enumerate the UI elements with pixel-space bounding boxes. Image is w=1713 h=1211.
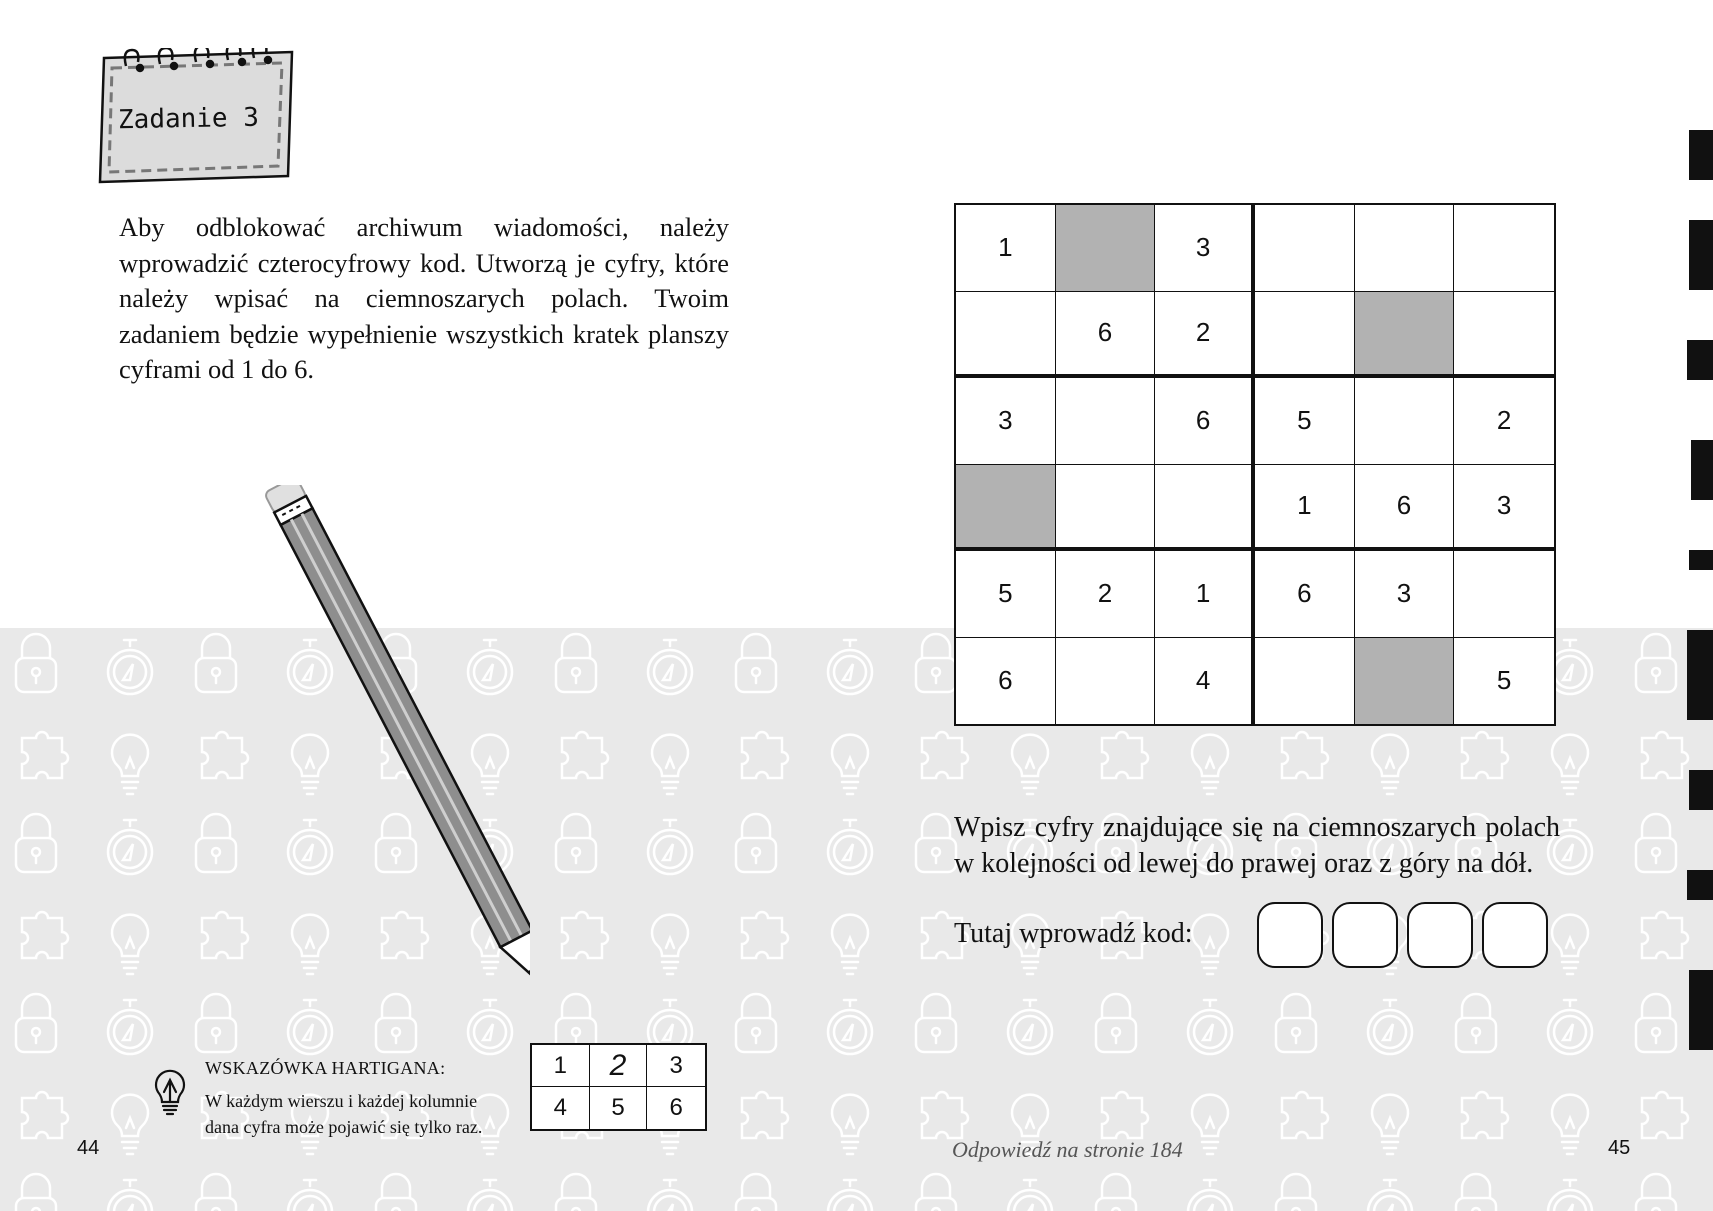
grid-cell-empty[interactable] bbox=[1255, 638, 1355, 725]
hint-text: W każdym wierszu i każdej kolumnie dana cyfra może pojawić się tylko raz. bbox=[205, 1091, 483, 1137]
page-number-right: 45 bbox=[1608, 1137, 1631, 1159]
grid-cell-empty[interactable] bbox=[1056, 378, 1156, 465]
grid-cell-dark[interactable] bbox=[1355, 638, 1455, 725]
grid-cell-given: 6 bbox=[1155, 378, 1255, 465]
grid-cell-empty[interactable] bbox=[1454, 292, 1554, 379]
example-cell: 5 bbox=[590, 1087, 648, 1129]
example-cell: 3 bbox=[647, 1045, 705, 1087]
code-box[interactable] bbox=[1482, 902, 1548, 968]
grid-cell-given: 3 bbox=[1155, 205, 1255, 292]
instruction-text: Wpisz cyfry znajdujące się na ciemnoszarych polach w kolejności od lewej do prawej oraz z góry na dół. bbox=[954, 812, 1560, 879]
grid-cell-given: 2 bbox=[1454, 378, 1554, 465]
grid-cell-empty[interactable] bbox=[1056, 465, 1156, 552]
pencil-icon bbox=[250, 485, 530, 1025]
grid-cell-given: 4 bbox=[1155, 638, 1255, 725]
grid-cell-given: 1 bbox=[1155, 551, 1255, 638]
example-cell: 6 bbox=[669, 1094, 683, 1121]
grid-cell-given: 1 bbox=[1255, 465, 1355, 552]
grid-cell-given: 3 bbox=[1454, 465, 1554, 552]
grid-cell-given: 5 bbox=[1255, 378, 1355, 465]
page-number-left: 44 bbox=[77, 1137, 100, 1159]
grid-cell-given: 5 bbox=[1454, 638, 1554, 725]
grid-cell-empty[interactable] bbox=[1056, 638, 1156, 725]
intro-text: Aby odblokować archiwum wiadomości, należy wprowadzić czterocyfrowy kod. Utworzą je cyfry, które należy wpisać na ciemnoszarych polach. Twoim zadaniem będzie wypełnienie wszystkich kratek planszy cyframi od 1 do 6. bbox=[119, 212, 729, 384]
grid-cell-empty[interactable] bbox=[1255, 292, 1355, 379]
task-title: Zadanie 3 bbox=[117, 102, 260, 136]
code-label: Tutaj wprowadź kod: bbox=[954, 918, 1193, 949]
code-box[interactable] bbox=[1407, 902, 1473, 968]
grid-cell-given: 3 bbox=[956, 378, 1056, 465]
code-box[interactable] bbox=[1332, 902, 1398, 968]
grid-cell-empty[interactable] bbox=[1454, 551, 1554, 638]
grid-cell-empty[interactable] bbox=[1155, 465, 1255, 552]
code-box[interactable] bbox=[1257, 902, 1323, 968]
hint-title: WSKAZÓWKA HARTIGANA: bbox=[205, 1058, 446, 1078]
grid-cell-given: 3 bbox=[1355, 551, 1455, 638]
grid-cell-empty[interactable] bbox=[1454, 205, 1554, 292]
grid-cell-dark[interactable] bbox=[1056, 205, 1156, 292]
grid-cell-given: 6 bbox=[1255, 551, 1355, 638]
grid-cell-empty[interactable] bbox=[1255, 205, 1355, 292]
grid-cell-given: 6 bbox=[1355, 465, 1455, 552]
example-cell: 1 bbox=[532, 1045, 590, 1087]
grid-cell-given: 2 bbox=[1155, 292, 1255, 379]
example-cell: 2 bbox=[590, 1045, 648, 1087]
grid-cell-empty[interactable] bbox=[1355, 205, 1455, 292]
grid-cell-given: 2 bbox=[1056, 551, 1156, 638]
grid-cell-dark[interactable] bbox=[1355, 292, 1455, 379]
grid-cell-dark[interactable] bbox=[956, 465, 1056, 552]
edge-decoration bbox=[1683, 110, 1713, 1060]
grid-cell-given: 6 bbox=[956, 638, 1056, 725]
task-tag bbox=[96, 48, 294, 184]
grid-cell-given: 1 bbox=[956, 205, 1056, 292]
code-input-group bbox=[1257, 902, 1548, 968]
lightbulb-icon bbox=[150, 1062, 190, 1116]
example-cell: 4 bbox=[532, 1087, 590, 1129]
grid-cell-given: 6 bbox=[1056, 292, 1156, 379]
sudoku-grid bbox=[954, 203, 1556, 726]
answer-reference: Odpowiedź na stronie 184 bbox=[952, 1137, 1183, 1162]
grid-cell-empty[interactable] bbox=[956, 292, 1056, 379]
grid-cell-given: 5 bbox=[956, 551, 1056, 638]
grid-cell-empty[interactable] bbox=[1355, 378, 1455, 465]
example-grid bbox=[530, 1043, 707, 1131]
